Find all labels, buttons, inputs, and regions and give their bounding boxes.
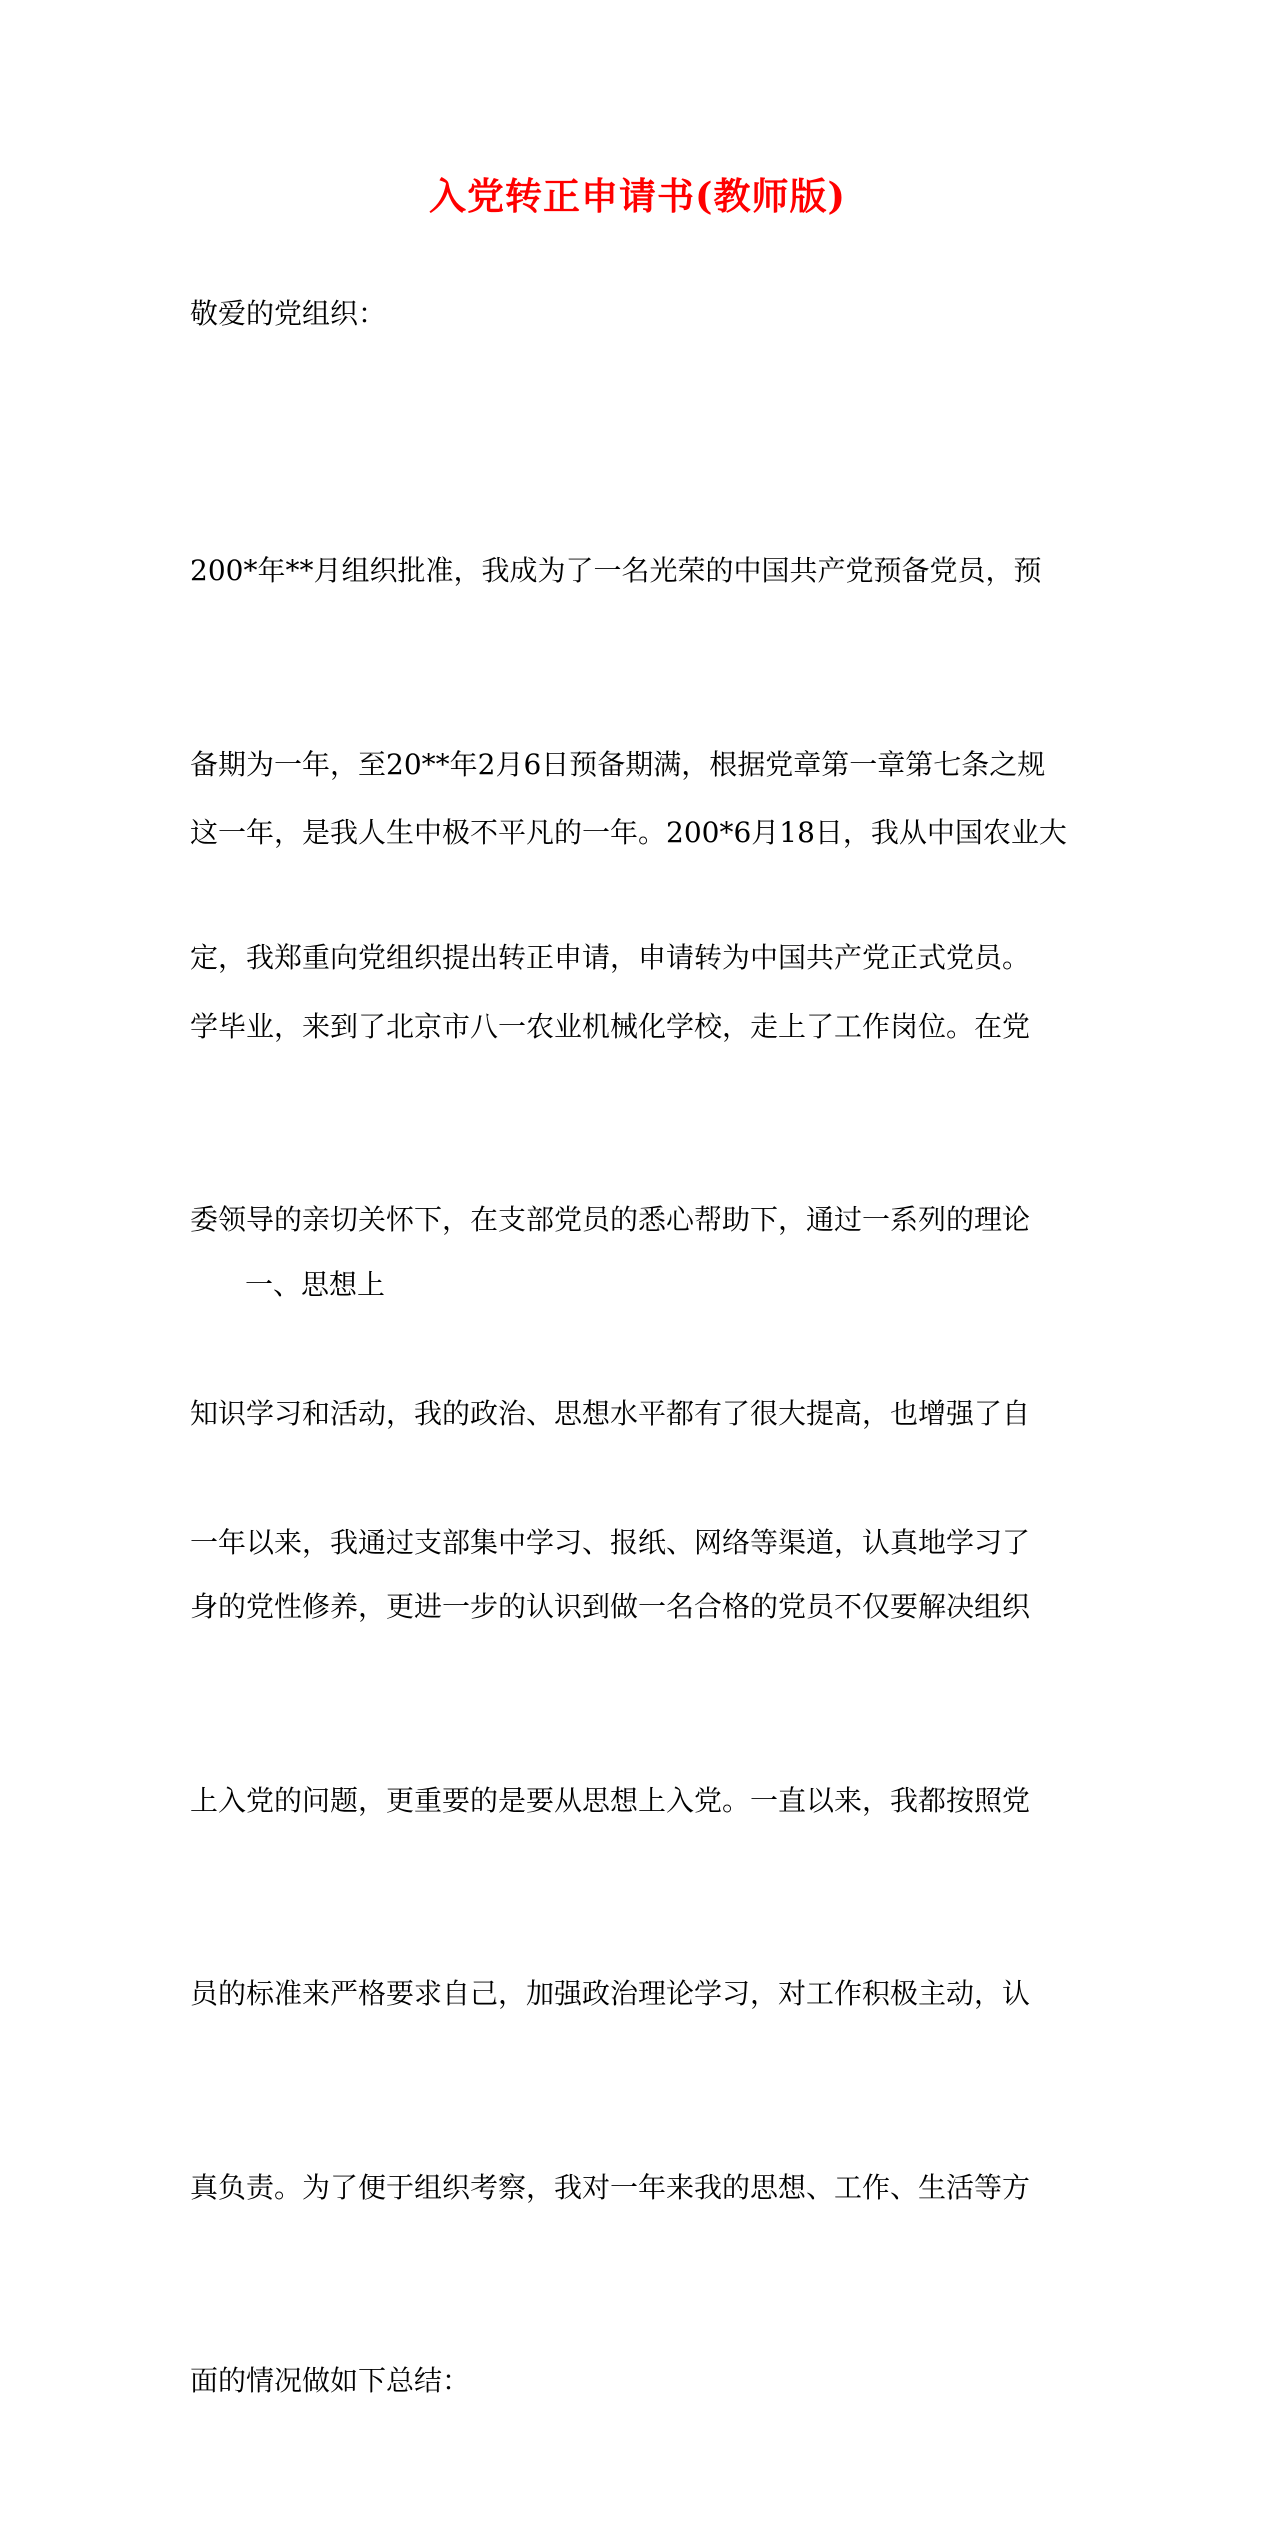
paragraph-3 [190,1382,1090,1705]
paragraph-line: 学毕业，来到了北京市八一农业机械化学校，走上了工作岗位。在党 [190,1009,1031,1043]
paragraph-line: 这一年，是我人生中极不平凡的一年。200*6月18日，我从中国农业大 [190,816,1067,849]
paragraph-line: 知识学习和活动，我的政治、思想水平都有了很大提高，也增强了自 [190,1396,1031,1430]
paragraph-line: 面的情况做如下总结： [190,2364,471,2397]
document-title: 入党转正申请书(教师版) [428,174,846,218]
salutation: 敬爱的党组织： [190,297,387,330]
paragraph-line: 上入党的问题，更重要的是要从思想上入党。一直以来，我都按照党 [190,1783,1031,1817]
section-heading: 一、思想上 [245,1268,386,1301]
paragraph-line: 委领导的亲切关怀下，在支部党员的悉心帮助下，通过一系列的理论 [190,1203,1031,1236]
paragraph-line: 200*年**月组织批准，我成为了一名光荣的中国共产党预备党员，预 [190,554,1042,587]
paragraph-line: 一年以来，我通过支部集中学习、报纸、网络等渠道，认真地学习了 [190,1526,1031,1559]
paragraph-line: 定，我郑重向党组织提出转正申请，申请转为中国共产党正式党员。 [190,941,1031,974]
paragraph-line: 员的标准来严格要求自己，加强政治理论学习，对工作积极主动，认 [190,1977,1031,2010]
paragraph-line: 身的党性修养，更进一步的认识到做一名合格的党员不仅要解决组织 [190,1590,1031,1623]
paragraph-line: 备期为一年，至20**年2月6日预备期满，根据党章第一章第七条之规 [190,747,1046,781]
paragraph-line: 真负责。为了便于组织考察，我对一年来我的思想、工作、生活等方 [190,2170,1031,2204]
